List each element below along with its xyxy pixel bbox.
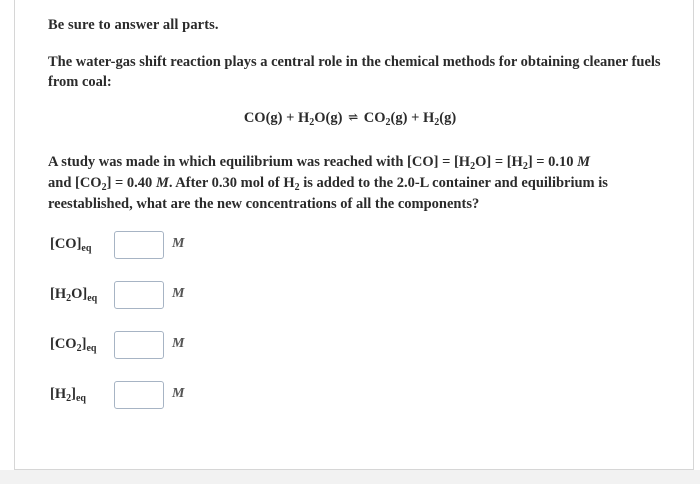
equilibrium-arrow-icon: ⇌ — [348, 110, 359, 124]
answer-label-co2: $[CO_2]_{eq}$ — [50, 336, 97, 354]
answer-label-h2: $[H_2]_{eq}$ — [50, 386, 86, 404]
answer-input-co2[interactable] — [114, 331, 164, 359]
answer-row-co — [50, 233, 250, 261]
answer-row-h2o — [50, 283, 250, 311]
unit-label: M — [172, 386, 185, 401]
unit-label: M — [172, 336, 185, 351]
answer-row-h2 — [50, 383, 250, 411]
answer-input-h2o[interactable] — [114, 281, 164, 309]
answer-label-co: $[CO]_{eq}$ — [50, 236, 92, 254]
answer-row-co2 — [50, 333, 250, 361]
problem-text — [48, 152, 648, 215]
answer-label-h2o: $[H_2O]_{eq}$ — [50, 286, 98, 304]
problem-line-2: and $[CO_2] = 0.40$ M. After 0.30 mol of $H_2$ is added to the 2.0-L container and equilibrium is — [48, 175, 608, 193]
instruction-text: Be sure to answer all parts. — [48, 17, 219, 33]
intro-text: The water-gas shift reaction plays a central role in the chemical methods for obtaining cleaner fuels from coal: — [48, 54, 661, 90]
answer-input-co[interactable] — [114, 231, 164, 259]
unit-label: M — [172, 236, 185, 251]
problem-line-3: reestablished, what are the new concentrations of all the components? — [48, 196, 480, 212]
answer-input-h2[interactable] — [114, 381, 164, 409]
reaction-equation: $CO(g) + H_2O(g)$ ⇌ $CO_2(g) + H_2(g)$ — [243, 110, 457, 128]
problem-line-1: A study was made in which equilibrium was reached with $[CO] = [H_2O] = [H_2] = 0.10$ M — [48, 154, 591, 172]
bottom-strip — [0, 470, 700, 484]
unit-label: M — [172, 286, 185, 301]
